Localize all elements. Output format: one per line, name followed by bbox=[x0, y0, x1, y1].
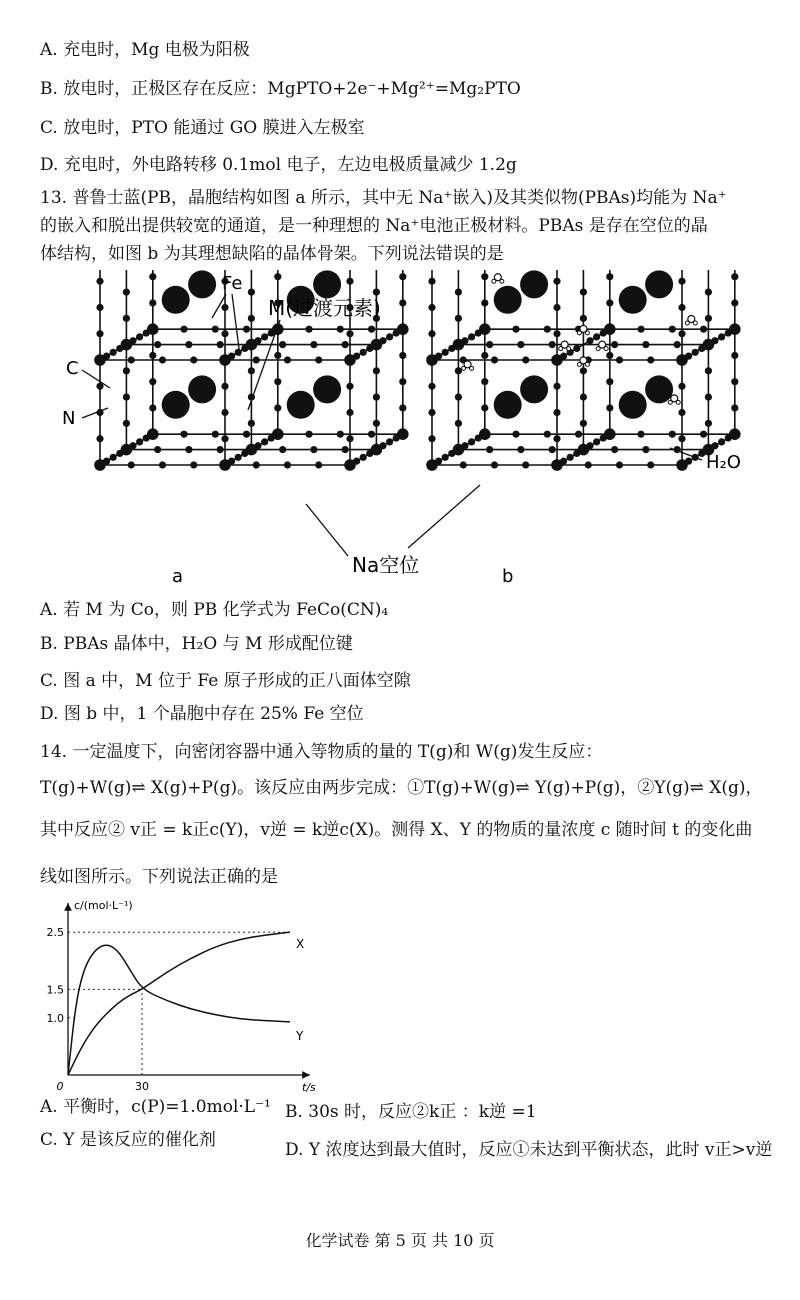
cn-atom bbox=[731, 378, 738, 385]
cn-atom bbox=[428, 304, 435, 311]
cn-atom bbox=[705, 367, 712, 374]
cn-atom bbox=[221, 435, 228, 442]
q13-option-d: D. 图 b 中，1 个晶胞中存在 25% Fe 空位 bbox=[40, 704, 364, 724]
x-tick-label: 30 bbox=[135, 1080, 149, 1093]
large-sphere-atom bbox=[313, 270, 341, 298]
large-sphere-atom bbox=[645, 375, 673, 403]
cn-atom bbox=[718, 438, 725, 445]
cn-atom bbox=[149, 352, 156, 359]
cn-atom bbox=[284, 356, 291, 363]
cn-atom bbox=[360, 349, 367, 356]
cn-atom bbox=[731, 299, 738, 306]
cn-atom bbox=[190, 461, 197, 468]
cn-atom bbox=[221, 409, 228, 416]
cn-atom bbox=[346, 435, 353, 442]
cn-atom bbox=[486, 446, 493, 453]
cn-atom bbox=[580, 315, 587, 322]
cn-atom bbox=[481, 299, 488, 306]
cn-atom bbox=[593, 333, 600, 340]
cn-atom bbox=[553, 278, 560, 285]
cn-atom bbox=[700, 431, 707, 438]
x-tick-label: 0 bbox=[56, 1080, 64, 1093]
cn-atom bbox=[705, 289, 712, 296]
fe-m-atom bbox=[729, 323, 741, 335]
fe-m-atom bbox=[121, 339, 133, 351]
cn-atom bbox=[481, 404, 488, 411]
cn-atom bbox=[136, 438, 143, 445]
cn-atom bbox=[274, 378, 281, 385]
cn-atom bbox=[123, 367, 130, 374]
cn-atom bbox=[544, 326, 551, 333]
cn-atom bbox=[159, 356, 166, 363]
q13-stem-line2: 的嵌入和脱出提供较宽的通道，是一种理想的 Na⁺电池正极材料。PBAs 是存在空位的晶 bbox=[40, 216, 708, 236]
cn-atom bbox=[553, 409, 560, 416]
cn-atom bbox=[586, 337, 593, 344]
fe-m-atom bbox=[397, 428, 409, 440]
cn-atom bbox=[154, 446, 161, 453]
cn-atom bbox=[159, 461, 166, 468]
fe-m-atom bbox=[147, 428, 159, 440]
cn-atom bbox=[678, 435, 685, 442]
label-fe: Fe bbox=[222, 273, 243, 294]
cn-atom bbox=[669, 431, 676, 438]
cn-atom bbox=[585, 461, 592, 468]
cn-atom bbox=[221, 304, 228, 311]
cn-atom bbox=[248, 420, 255, 427]
fe-m-atom bbox=[371, 339, 383, 351]
fe-m-atom bbox=[479, 428, 491, 440]
q12-option-a: A. 充电时，Mg 电极为阳极 bbox=[40, 40, 250, 60]
cn-atom bbox=[368, 431, 375, 438]
cn-atom bbox=[149, 299, 156, 306]
cn-atom bbox=[221, 330, 228, 337]
cn-atom bbox=[486, 341, 493, 348]
cn-atom bbox=[481, 378, 488, 385]
cn-atom bbox=[315, 356, 322, 363]
cn-atom bbox=[460, 461, 467, 468]
cn-atom bbox=[217, 341, 224, 348]
cn-atom bbox=[455, 289, 462, 296]
cn-atom bbox=[718, 333, 725, 340]
cn-atom bbox=[212, 431, 219, 438]
fe-m-atom bbox=[453, 444, 465, 456]
cn-atom bbox=[342, 446, 349, 453]
fe-m-atom bbox=[604, 323, 616, 335]
cn-atom bbox=[149, 378, 156, 385]
cn-atom bbox=[678, 330, 685, 337]
q14-stem-line2: T(g)+W(g)⇌ X(g)+P(g)。该反应由两步完成：①T(g)+W(g)⇌ Y(g)+P(g)，②Y(g)⇌ X(g)， bbox=[40, 778, 763, 798]
cn-atom bbox=[310, 446, 317, 453]
q12-option-c: C. 放电时，PTO 能通过 GO 膜进入左极室 bbox=[40, 118, 365, 138]
cn-atom bbox=[243, 431, 250, 438]
cn-atom bbox=[637, 431, 644, 438]
cn-atom bbox=[428, 278, 435, 285]
cn-atom bbox=[647, 461, 654, 468]
large-sphere-atom bbox=[188, 270, 216, 298]
cn-atom bbox=[606, 273, 613, 280]
cn-atom bbox=[705, 420, 712, 427]
cn-atom bbox=[573, 345, 580, 352]
cn-atom bbox=[692, 349, 699, 356]
fe-m-atom bbox=[578, 444, 590, 456]
cn-atom bbox=[606, 299, 613, 306]
cn-atom bbox=[180, 326, 187, 333]
label-c: C bbox=[66, 358, 79, 379]
cn-atom bbox=[149, 404, 156, 411]
cn-atom bbox=[399, 273, 406, 280]
fe-m-atom bbox=[246, 444, 258, 456]
cn-atom bbox=[399, 404, 406, 411]
fe-m-atom bbox=[426, 354, 438, 366]
label-na-vacancy: Na空位 bbox=[352, 553, 420, 577]
cn-atom bbox=[705, 315, 712, 322]
cn-atom bbox=[549, 341, 556, 348]
cn-atom bbox=[575, 431, 582, 438]
cn-atom bbox=[253, 356, 260, 363]
water-hydrogen bbox=[470, 366, 474, 370]
cn-atom bbox=[700, 326, 707, 333]
fe-m-atom bbox=[344, 459, 356, 471]
cn-atom bbox=[261, 333, 268, 340]
label-m-transition: M(过渡元素) bbox=[268, 296, 381, 320]
water-hydrogen bbox=[500, 279, 504, 283]
series-X-line bbox=[68, 932, 290, 1075]
cn-atom bbox=[399, 378, 406, 385]
fe-m-atom bbox=[121, 444, 133, 456]
fe-m-atom bbox=[426, 459, 438, 471]
caption-a: a bbox=[172, 566, 184, 587]
cn-atom bbox=[455, 315, 462, 322]
cn-atom bbox=[274, 273, 281, 280]
cn-atom bbox=[346, 409, 353, 416]
q14-option-a: A. 平衡时，c(P)=1.0mol·L⁻¹ bbox=[40, 1097, 271, 1117]
cn-atom bbox=[731, 352, 738, 359]
crystal-cell-b bbox=[426, 270, 740, 471]
cn-atom bbox=[491, 461, 498, 468]
water-hydrogen bbox=[577, 331, 581, 335]
y-tick-label: 2.5 bbox=[46, 926, 64, 940]
large-sphere-atom bbox=[520, 270, 548, 298]
cn-atom bbox=[442, 349, 449, 356]
cn-atom bbox=[96, 330, 103, 337]
water-hydrogen bbox=[676, 400, 680, 404]
cn-atom bbox=[185, 341, 192, 348]
q14-option-c: C. Y 是该反应的催化剂 bbox=[40, 1130, 216, 1150]
cn-atom bbox=[580, 394, 587, 401]
cn-atom bbox=[346, 330, 353, 337]
cn-atom bbox=[123, 289, 130, 296]
series-Y-label: Y bbox=[296, 1028, 304, 1043]
y-axis-label: c/(mol·L⁻¹) bbox=[74, 899, 133, 912]
cn-atom bbox=[442, 454, 449, 461]
y-tick-label: 1.5 bbox=[46, 983, 64, 997]
cn-atom bbox=[253, 461, 260, 468]
cn-atom bbox=[96, 435, 103, 442]
cn-atom bbox=[606, 352, 613, 359]
large-sphere-atom bbox=[188, 375, 216, 403]
water-hydrogen bbox=[567, 347, 571, 351]
q13-option-a: A. 若 M 为 Co，则 PB 化学式为 FeCo(CN)₄ bbox=[40, 600, 389, 620]
fe-m-atom bbox=[703, 339, 715, 351]
cn-atom bbox=[637, 326, 644, 333]
cn-atom bbox=[110, 349, 117, 356]
cn-atom bbox=[248, 315, 255, 322]
water-hydrogen bbox=[693, 321, 697, 325]
water-hydrogen bbox=[577, 362, 581, 366]
cn-atom bbox=[128, 461, 135, 468]
q14-option-d: D. Y 浓度达到最大值时，反应①未达到平衡状态，此时 v正>v逆 bbox=[285, 1140, 773, 1160]
cn-atom bbox=[731, 404, 738, 411]
cn-atom bbox=[346, 383, 353, 390]
large-sphere-atom bbox=[287, 391, 315, 419]
large-sphere-atom bbox=[494, 286, 522, 314]
cn-atom bbox=[678, 383, 685, 390]
cn-atom bbox=[678, 409, 685, 416]
cn-atom bbox=[399, 352, 406, 359]
fe-m-atom bbox=[676, 354, 688, 366]
cn-atom bbox=[611, 446, 618, 453]
fe-m-atom bbox=[94, 459, 106, 471]
water-hydrogen bbox=[668, 400, 672, 404]
q14-option-b: B. 30s 时，反应②k正 ：k逆 =1 bbox=[285, 1102, 537, 1122]
page-footer: 化学试卷 第 5 页 共 10 页 bbox=[305, 1231, 495, 1250]
caption-b: b bbox=[502, 566, 514, 587]
cn-atom bbox=[248, 289, 255, 296]
crystal-structure-figure bbox=[40, 270, 780, 590]
fe-m-atom bbox=[219, 354, 231, 366]
fe-m-atom bbox=[676, 459, 688, 471]
cn-atom bbox=[386, 333, 393, 340]
cn-atom bbox=[185, 446, 192, 453]
q12-option-d: D. 充电时，外电路转移 0.1mol 电子，左边电极质量减少 1.2g bbox=[40, 155, 517, 175]
cn-atom bbox=[642, 341, 649, 348]
cn-atom bbox=[310, 341, 317, 348]
cn-atom bbox=[428, 409, 435, 416]
water-hydrogen bbox=[585, 331, 589, 335]
fe-m-atom bbox=[344, 354, 356, 366]
water-hydrogen bbox=[492, 279, 496, 283]
cn-atom bbox=[373, 289, 380, 296]
fe-m-atom bbox=[94, 354, 106, 366]
cn-atom bbox=[110, 454, 117, 461]
cn-atom bbox=[399, 299, 406, 306]
x-axis-label: t/s bbox=[302, 1081, 316, 1094]
cn-atom bbox=[128, 356, 135, 363]
large-sphere-atom bbox=[619, 286, 647, 314]
cn-atom bbox=[221, 383, 228, 390]
cn-atom bbox=[606, 404, 613, 411]
cn-atom bbox=[455, 394, 462, 401]
cn-atom bbox=[243, 326, 250, 333]
q13-option-b: B. PBAs 晶体中，H₂O 与 M 形成配位键 bbox=[40, 634, 353, 654]
concentration-time-chart bbox=[40, 895, 320, 1095]
cn-atom bbox=[616, 461, 623, 468]
q12-option-b: B. 放电时，正极区存在反应：MgPTO+2e⁻+Mg²⁺=Mg₂PTO bbox=[40, 79, 521, 99]
cn-atom bbox=[678, 278, 685, 285]
cn-atom bbox=[512, 326, 519, 333]
cn-atom bbox=[669, 326, 676, 333]
large-sphere-atom bbox=[162, 391, 190, 419]
cn-atom bbox=[481, 352, 488, 359]
water-hydrogen bbox=[685, 321, 689, 325]
cn-atom bbox=[337, 431, 344, 438]
cn-atom bbox=[549, 446, 556, 453]
large-sphere-atom bbox=[645, 270, 673, 298]
cn-atom bbox=[674, 341, 681, 348]
cn-atom bbox=[468, 333, 475, 340]
cn-atom bbox=[512, 431, 519, 438]
cn-atom bbox=[606, 378, 613, 385]
large-sphere-atom bbox=[313, 375, 341, 403]
cn-atom bbox=[96, 304, 103, 311]
fe-m-atom bbox=[272, 428, 284, 440]
cn-atom bbox=[553, 383, 560, 390]
cn-atom bbox=[468, 438, 475, 445]
cn-atom bbox=[373, 394, 380, 401]
water-hydrogen bbox=[559, 347, 563, 351]
fe-m-atom bbox=[479, 323, 491, 335]
fe-m-atom bbox=[551, 354, 563, 366]
cn-atom bbox=[522, 461, 529, 468]
label-n: N bbox=[62, 408, 76, 429]
water-hydrogen bbox=[462, 366, 466, 370]
cn-atom bbox=[386, 438, 393, 445]
cn-atom bbox=[360, 454, 367, 461]
q13-stem-line1: 13. 普鲁士蓝(PB，晶胞结构如图 a 所示，其中无 Na⁺嵌入)及其类似物(PBAs)均能为 Na⁺ bbox=[40, 188, 727, 208]
fe-m-atom bbox=[729, 428, 741, 440]
cn-atom bbox=[455, 367, 462, 374]
q14-stem-line1: 14. 一定温度下，向密闭容器中通入等物质的量的 T(g)和 W(g)发生反应： bbox=[40, 742, 603, 762]
cn-atom bbox=[373, 367, 380, 374]
cn-atom bbox=[428, 435, 435, 442]
cn-atom bbox=[136, 333, 143, 340]
y-tick-label: 1.0 bbox=[46, 1011, 64, 1025]
series-X-label: X bbox=[296, 937, 305, 952]
fe-m-atom bbox=[453, 339, 465, 351]
cn-atom bbox=[305, 431, 312, 438]
cn-atom bbox=[96, 278, 103, 285]
cn-atom bbox=[346, 278, 353, 285]
cn-atom bbox=[149, 273, 156, 280]
cn-atom bbox=[553, 330, 560, 337]
cn-atom bbox=[428, 330, 435, 337]
cn-atom bbox=[123, 315, 130, 322]
cn-atom bbox=[611, 341, 618, 348]
cn-atom bbox=[428, 383, 435, 390]
cn-atom bbox=[274, 404, 281, 411]
water-hydrogen bbox=[585, 362, 589, 366]
cn-atom bbox=[544, 431, 551, 438]
cn-atom bbox=[616, 356, 623, 363]
cn-atom bbox=[123, 420, 130, 427]
cn-atom bbox=[235, 349, 242, 356]
water-hydrogen bbox=[596, 347, 600, 351]
fe-m-atom bbox=[219, 459, 231, 471]
cn-atom bbox=[580, 289, 587, 296]
cn-atom bbox=[154, 341, 161, 348]
cn-atom bbox=[212, 326, 219, 333]
q13-option-c: C. 图 a 中，M 位于 Fe 原子形成的正八面体空隙 bbox=[40, 671, 411, 691]
q14-stem-line3: 其中反应② v正 = k正c(Y)，v逆 = k逆c(X)。测得 X、Y 的物质的量浓度 c 随时间 t 的变化曲 bbox=[40, 820, 753, 840]
cn-atom bbox=[261, 438, 268, 445]
cn-atom bbox=[337, 326, 344, 333]
large-sphere-atom bbox=[619, 391, 647, 419]
cn-atom bbox=[642, 446, 649, 453]
cn-atom bbox=[481, 273, 488, 280]
fe-m-atom bbox=[397, 323, 409, 335]
cn-atom bbox=[248, 367, 255, 374]
fe-m-atom bbox=[246, 339, 258, 351]
cn-atom bbox=[455, 420, 462, 427]
cn-atom bbox=[731, 273, 738, 280]
label-h2o: H₂O bbox=[706, 452, 741, 473]
cn-atom bbox=[580, 367, 587, 374]
cn-atom bbox=[705, 394, 712, 401]
fe-m-atom bbox=[147, 323, 159, 335]
cn-atom bbox=[517, 446, 524, 453]
cn-atom bbox=[567, 454, 574, 461]
cn-atom bbox=[315, 461, 322, 468]
cn-atom bbox=[235, 454, 242, 461]
cn-atom bbox=[647, 356, 654, 363]
large-sphere-atom bbox=[494, 391, 522, 419]
q13-stem-line3: 体结构，如图 b 为其理想缺陷的晶体骨架。下列说法错误的是 bbox=[40, 244, 504, 264]
cn-atom bbox=[284, 461, 291, 468]
cn-atom bbox=[342, 341, 349, 348]
cn-atom bbox=[491, 356, 498, 363]
cn-atom bbox=[279, 341, 286, 348]
fe-m-atom bbox=[371, 444, 383, 456]
cn-atom bbox=[373, 420, 380, 427]
cn-atom bbox=[279, 446, 286, 453]
fe-m-atom bbox=[551, 459, 563, 471]
cn-atom bbox=[123, 394, 130, 401]
q14-stem-line4: 线如图所示。下列说法正确的是 bbox=[40, 867, 278, 887]
cn-atom bbox=[368, 326, 375, 333]
cn-atom bbox=[593, 438, 600, 445]
cn-atom bbox=[522, 356, 529, 363]
cn-atom bbox=[517, 341, 524, 348]
cn-atom bbox=[580, 420, 587, 427]
water-hydrogen bbox=[604, 347, 608, 351]
cn-atom bbox=[305, 326, 312, 333]
cn-atom bbox=[217, 446, 224, 453]
large-sphere-atom bbox=[520, 375, 548, 403]
fe-m-atom bbox=[604, 428, 616, 440]
cn-atom bbox=[553, 304, 560, 311]
large-sphere-atom bbox=[162, 286, 190, 314]
cn-atom bbox=[678, 304, 685, 311]
cn-atom bbox=[274, 352, 281, 359]
cn-atom bbox=[190, 356, 197, 363]
cn-atom bbox=[553, 435, 560, 442]
cn-atom bbox=[180, 431, 187, 438]
